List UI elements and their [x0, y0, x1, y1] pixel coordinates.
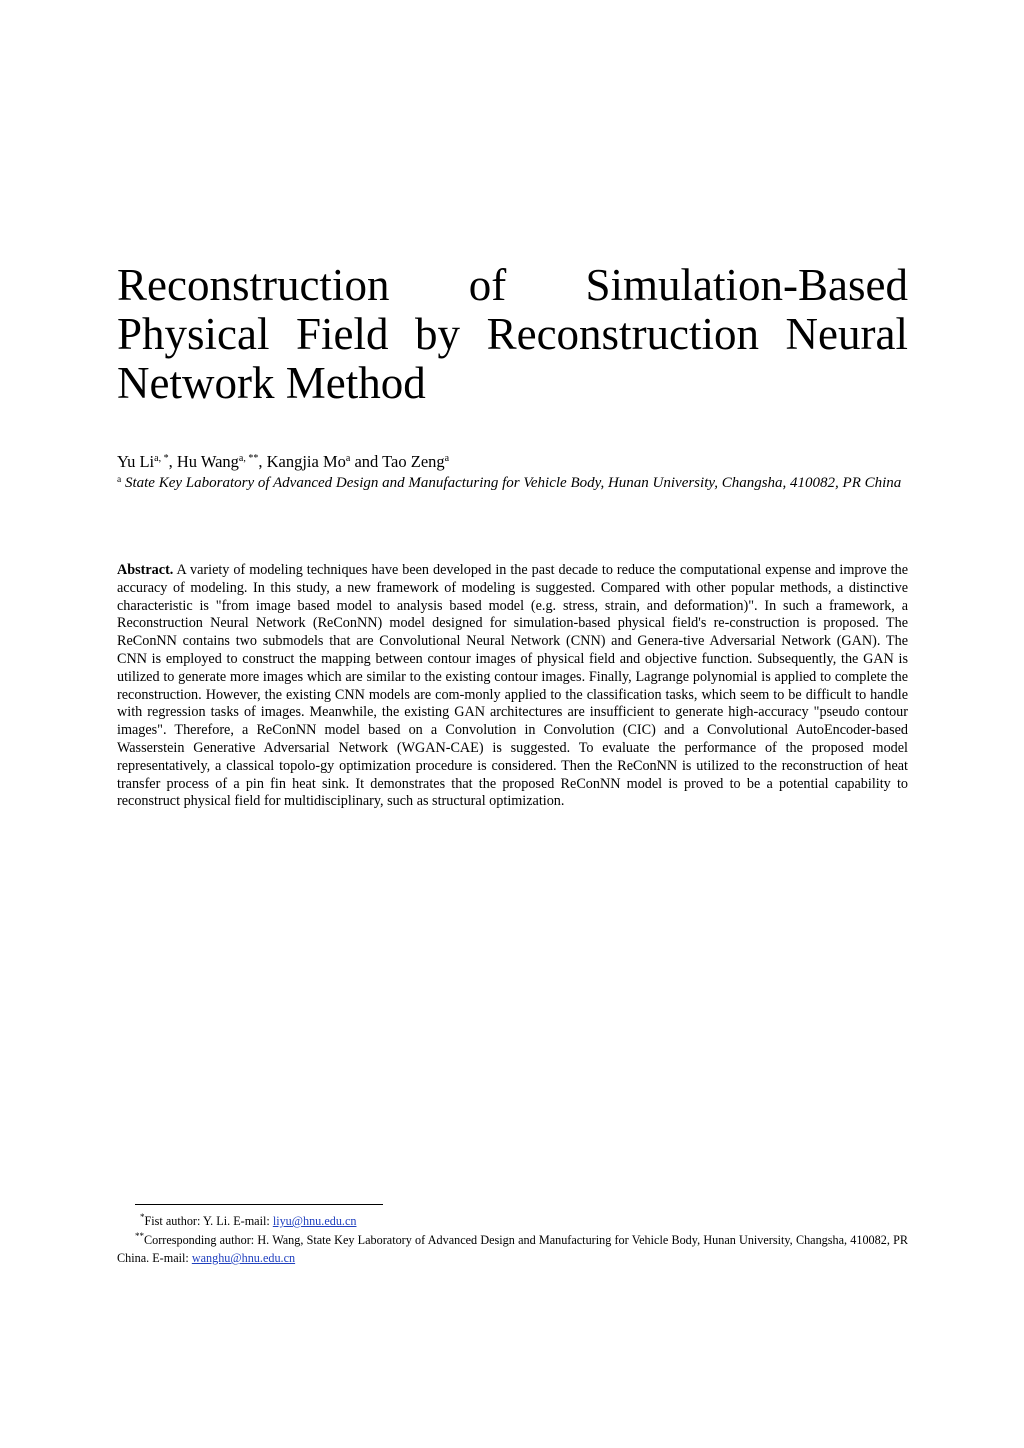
footnote-first-author: [117, 1212, 908, 1231]
author-affiliation-mark: a: [444, 453, 450, 464]
footnotes: [117, 1212, 908, 1268]
author-name: Tao Zeng: [382, 452, 445, 471]
author-list: [117, 452, 908, 472]
abstract: [117, 562, 908, 811]
corresponding-author-email-link[interactable]: wanghu@hnu.edu.cn: [191, 1251, 296, 1265]
author-name: Hu Wang: [176, 452, 239, 471]
abstract-heading: Abstract.: [117, 562, 174, 578]
author-separator: ,: [258, 452, 267, 471]
author-separator: and: [350, 452, 383, 471]
author-separator: ,: [168, 452, 177, 471]
footnote-corresponding-author: [117, 1231, 908, 1268]
first-author-email-link[interactable]: liyu@hnu.edu.cn: [272, 1214, 357, 1228]
paper-title: Reconstruction of Simulation-Based Physical Field by Reconstruction Neural Network Method: [117, 260, 908, 408]
footnote-text: Fist author: Y. Li. E-mail:: [144, 1214, 273, 1228]
footnote-divider: [135, 1204, 383, 1205]
footnote-text: Corresponding author: H. Wang, State Key Laboratory of Advanced Design and Manufacturing for Vehicle Body, Hunan University, Changsha, 410082, PR China. E-mail:: [117, 1232, 908, 1265]
footnote-mark: *: [140, 1212, 145, 1222]
abstract-body: A variety of modeling techniques have been developed in the past decade to reduce the computational expense and improve the accuracy of modeling. In this study, a new framework of modeling is suggested. Compared with other popular methods, a distinctive characteristic is "from image based model to analysis based model (e.g. stress, strain, and deformation)". In such a framework, a Reconstruction Neural Network (ReConNN) model designed for simulation-based physical field's re-construction is proposed. The ReConNN contains two submodels that are Convolutional Neural Network (CNN) and Genera-tive Adversarial Network (GAN). The CNN is employed to construct the mapping between contour images of physical field and objective function. Subsequently, the GAN is utilized to generate more images which are similar to the existing contour images. Finally, Lagrange polynomial is applied to complete the reconstruction. However, the existing CNN models are com-monly applied to the classification tasks, which seem to be difficult to handle with regression tasks of images. Meanwhile, the existing GAN architectures are insufficient to generate high-accuracy "pseudo contour images". Therefore, a ReConNN model based on a Convolution in Convolution (CIC) and a Convolutional AutoEncoder-based Wasserstein Generative Adversarial Network (WGAN-CAE) is suggested. To evaluate the performance of the proposed model representatively, a classical topolo-gy optimization procedure is considered. Then the ReConNN is utilized to the reconstruction of heat transfer process of a pin fin heat sink. It demonstrates that the proposed ReConNN model is proved to be a potential capability to reconstruct physical field for multidisciplinary, such as structural optimization.: [117, 562, 908, 810]
author-affiliation-mark: a: [345, 453, 351, 464]
affiliation-mark: a: [117, 475, 122, 485]
author-affiliation-mark: a, *: [154, 453, 169, 464]
author-affiliation-mark: a, **: [238, 453, 259, 464]
author-name: Kangjia Mo: [266, 452, 346, 471]
affiliation: [117, 473, 908, 494]
footnote-mark: **: [135, 1230, 144, 1241]
author-name: Yu Li: [117, 452, 155, 471]
affiliation-text: State Key Laboratory of Advanced Design and Manufacturing for Vehicle Body, Hunan University, Changsha, 410082, PR China: [121, 475, 902, 491]
